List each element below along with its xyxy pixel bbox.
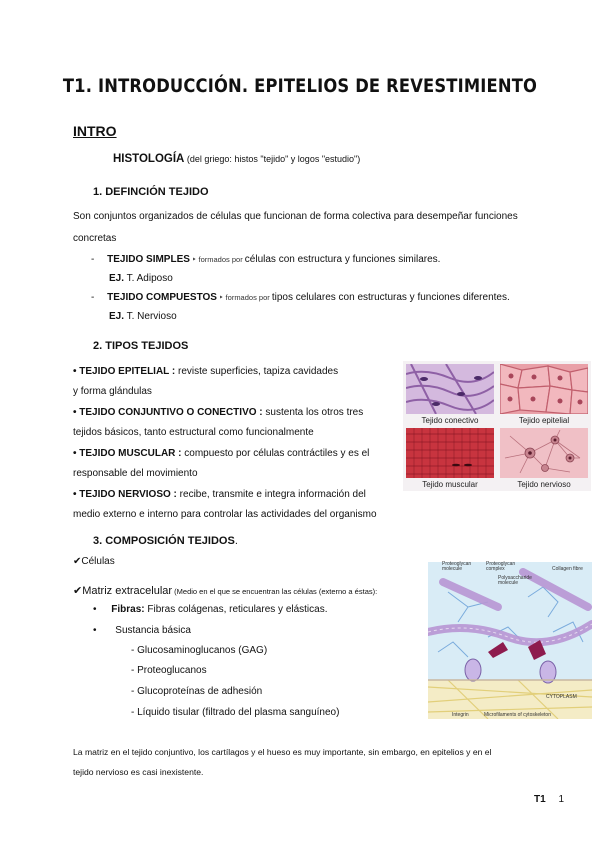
example-text: T. Nervioso	[124, 311, 177, 322]
fibras-text: Fibras colágenas, reticulares y elásticas.	[144, 604, 328, 615]
bullet-text: reviste superficies, tapiza cavidades	[175, 366, 339, 377]
page-number: 1	[558, 794, 565, 805]
bullet-text-cont: medio externo e interno para controlar las actividades del organismo	[73, 509, 377, 520]
label-cytoplasm: CYTOPLASM	[546, 694, 577, 700]
footer-label: T1	[534, 794, 546, 805]
bullet-text: compuesto por células contráctiles y es el	[181, 448, 370, 459]
bullet-text-cont: y forma glándulas	[73, 386, 152, 397]
bullet-label: • TEJIDO CONJUNTIVO O CONECTIVO :	[73, 407, 263, 418]
bullet-text-cont: responsable del movimiento	[73, 468, 198, 479]
bullet-text-cont: tejidos básicos, tanto estructural como funcionalmente	[73, 427, 314, 438]
compound-tissue-item	[91, 288, 510, 308]
closing-paragraph	[73, 742, 553, 782]
example-label: EJ.	[109, 273, 125, 284]
nervous-bullet	[73, 485, 413, 525]
fibras-item	[93, 600, 328, 620]
bullet-label: • TEJIDO MUSCULAR :	[73, 448, 182, 459]
sustancia-item	[93, 621, 191, 641]
nervous-tissue-image	[500, 428, 588, 478]
section1-heading: 1. DEFINCIÓN TEJIDO	[93, 186, 209, 198]
matrix-item	[73, 581, 428, 602]
simple-tissue-label: TEJIDO SIMPLES	[107, 254, 190, 265]
muscular-tissue-image	[406, 428, 494, 478]
fibras-label: Fibras:	[111, 604, 145, 615]
label-collagen-fibre: Collagen fibre	[552, 566, 583, 572]
example-label: EJ.	[109, 311, 125, 322]
bullet-dot: •	[93, 625, 97, 636]
section2-heading: 2. TIPOS TEJIDOS	[93, 340, 189, 352]
label-proteoglycan-molecule: Proteoglycan molecule	[442, 561, 472, 572]
page-title: T1. INTRODUCCIÓN. EPITELIOS DE REVESTIMIENTO	[62, 75, 538, 97]
caption-muscular: Tejido muscular	[422, 480, 478, 489]
matrix-label: ✔Matriz extracelular	[73, 585, 173, 597]
bullet-label: • TEJIDO NERVIOSO :	[73, 489, 177, 500]
matrix-note: (Medio en el que se encuentran las células (externo a éstas):	[172, 587, 378, 596]
section3-heading	[93, 535, 238, 547]
bullet-dot: •	[93, 604, 97, 615]
compound-tissue-text: tipos celulares con estructuras y funciones diferentes.	[271, 292, 510, 303]
sub-item-gag: - Glucosaminoglucanos (GAG)	[131, 645, 268, 656]
caption-nervous: Tejido nervioso	[517, 480, 571, 489]
section3-heading-text: 3. COMPOSICIÓN TEJIDOS	[93, 535, 235, 547]
bullet-text: sustenta los otros tres	[262, 407, 364, 418]
formed-by-note: ‣ formados por	[216, 293, 272, 302]
simple-tissue-text: células con estructura y funciones similares.	[244, 254, 441, 265]
tissue-images-panel	[403, 361, 591, 491]
label-integrin: Integrin	[452, 712, 469, 718]
compound-example	[109, 307, 177, 327]
dash: -	[91, 292, 95, 303]
sub-item-liquido: - Líquido tisular (filtrado del plasma sanguíneo)	[131, 707, 340, 718]
simple-example	[109, 269, 173, 289]
definition-line2: concretas	[73, 233, 117, 244]
closing-line1: La matriz en el tejido conjuntivo, los cartílagos y el hueso es muy importante, sin embargo, en epitelios y en el	[73, 747, 492, 757]
muscular-bullet	[73, 444, 403, 484]
histologia-label: HISTOLOGÍA	[113, 153, 185, 165]
histologia-line	[113, 153, 360, 165]
caption-epithelial: Tejido epitelial	[518, 416, 570, 425]
formed-by-note: ‣ formados por	[189, 255, 245, 264]
definition-line1: Son conjuntos organizados de células que funcionan de forma colectiva para desempeñar funciones	[73, 211, 518, 222]
bullet-label: • TEJIDO EPITELIAL :	[73, 366, 176, 377]
example-text: T. Adiposo	[124, 273, 173, 284]
caption-connective: Tejido conectivo	[421, 416, 479, 425]
intro-heading: INTRO	[73, 123, 117, 139]
connective-tissue-image	[406, 364, 494, 414]
heading-dot: .	[234, 535, 238, 547]
epithelial-tissue-image	[500, 364, 588, 414]
label-polysaccharide-molecule: Polysaccharide molecule	[498, 575, 532, 586]
connective-bullet	[73, 403, 403, 443]
compound-tissue-label: TEJIDO COMPUESTOS	[107, 292, 217, 303]
bullet-text: recibe, transmite e integra información del	[176, 489, 366, 500]
sub-item-proteoglucanos: - Proteoglucanos	[131, 665, 207, 676]
sustancia-text: Sustancia básica	[115, 625, 191, 636]
closing-line2: tejido nervioso es casi inexistente.	[73, 767, 204, 777]
cells-item: ✔Células	[73, 556, 115, 567]
histologia-note: (del griego: histos "tejido" y logos "estudio")	[184, 154, 361, 164]
dash: -	[91, 254, 95, 265]
label-proteoglycan-complex: Proteoglycan complex	[486, 561, 516, 572]
ecm-diagram	[428, 562, 592, 719]
simple-tissue-item	[91, 250, 440, 270]
label-microfilaments: Microfilaments of cytoskeleton	[484, 712, 551, 718]
epithelial-bullet	[73, 362, 398, 402]
sub-item-glucoproteinas: - Glucoproteínas de adhesión	[131, 686, 263, 697]
footer	[534, 794, 564, 805]
